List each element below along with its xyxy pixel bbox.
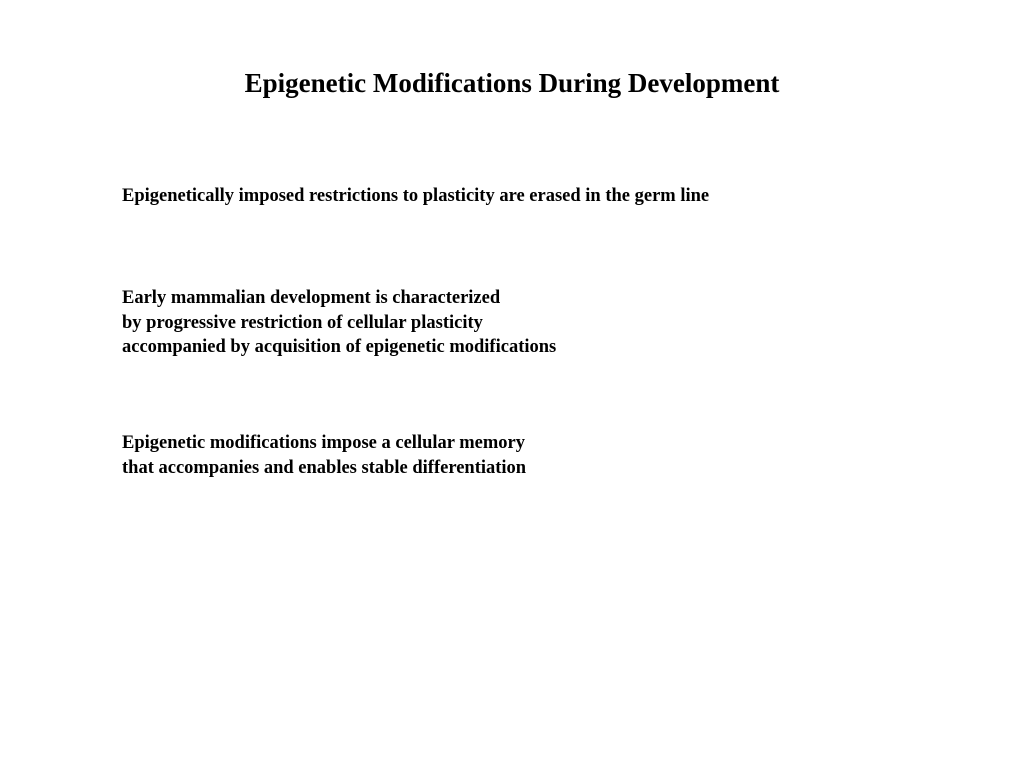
statement-germ-line-erasure	[122, 184, 709, 209]
statement-early-development	[122, 286, 556, 360]
slide-title: Epigenetic Modifications During Development	[244, 68, 780, 98]
statement-line: Early mammalian development is characterized	[122, 288, 501, 308]
statement-line: accompanied by acquisition of epigenetic modifications	[122, 337, 557, 357]
statement-cellular-memory	[122, 431, 526, 480]
statement-line: that accompanies and enables stable differentiation	[122, 457, 527, 478]
statement-line: Epigenetically imposed restrictions to plasticity are erased in the germ line	[122, 186, 710, 206]
statement-line: Epigenetic modifications impose a cellular memory	[122, 433, 526, 453]
statement-line: by progressive restriction of cellular plasticity	[122, 312, 483, 333]
